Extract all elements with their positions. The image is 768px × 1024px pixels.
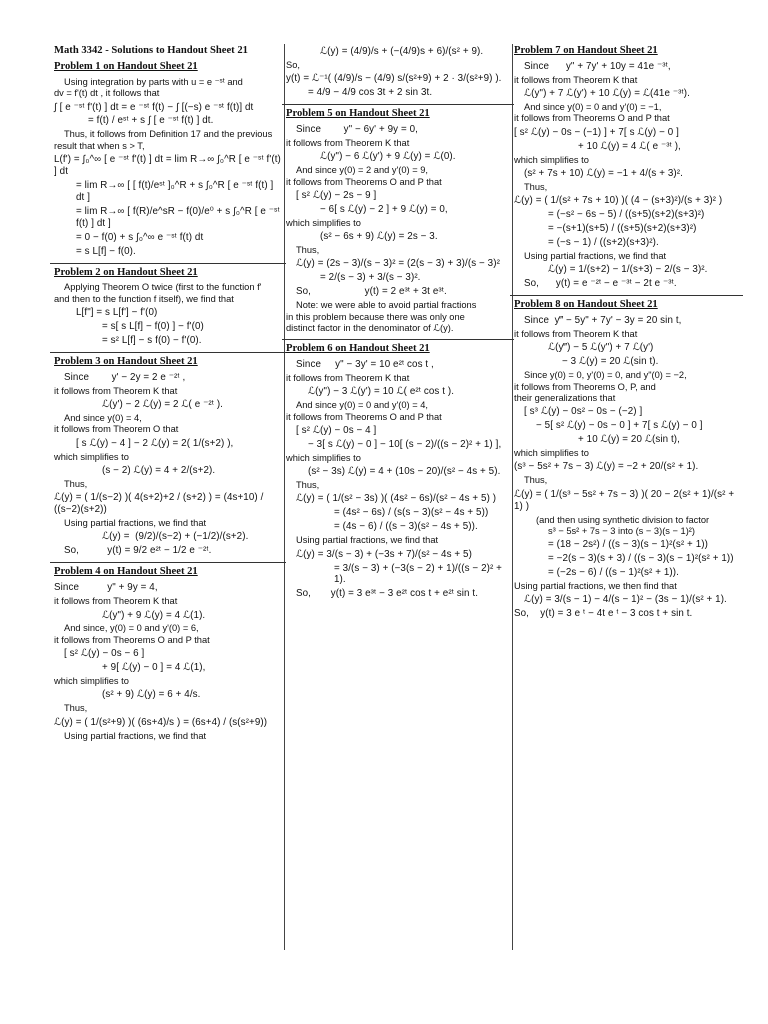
text-line: Thus, xyxy=(296,480,320,491)
math-line: = s² L[f] − s f(0) − f'(0). xyxy=(102,334,202,346)
solution-section xyxy=(54,562,283,742)
text-line: Thus, it follows from Definition 17 and the previous xyxy=(64,129,273,140)
text-line: Thus, xyxy=(296,245,320,256)
problem-heading: Problem 3 on Handout Sheet 21 xyxy=(54,355,198,367)
math-line: ℒ(y‴) − 5 ℒ(y") + 7 ℒ(y') xyxy=(548,342,654,354)
text-line: Using integration by parts with u = e ⁻ˢᵗ and xyxy=(64,76,243,87)
text-line: which simplifies to xyxy=(514,448,589,459)
solution-section xyxy=(286,46,511,99)
solution-section xyxy=(514,295,740,620)
text-line: Using partial fractions, we then find that xyxy=(514,581,677,591)
math-line: = (−s² − 6s − 5) / ((s+5)(s+2)(s+3)²) xyxy=(548,209,705,221)
text-line: it follows from Theorems O and P that xyxy=(54,634,210,645)
text-line: it follows from Theorem K that xyxy=(54,385,178,396)
math-line: (s² + 7s + 10) ℒ(y) = −1 + 4/(s + 3)². xyxy=(524,167,683,179)
math-line: = (−s − 1) / ((s+2)(s+3)²). xyxy=(548,237,659,249)
text-line: it follows from Theorems O, P, and xyxy=(514,381,656,392)
column-3 xyxy=(514,44,740,622)
text-line: which simplifies to xyxy=(514,154,589,165)
section-divider xyxy=(50,562,286,563)
math-line: So, y(t) = e ⁻²ᵗ − e ⁻³ᵗ − 2t e ⁻³ᵗ. xyxy=(524,278,677,290)
math-line: − 3 ℒ(y) = 20 ℒ(sin t). xyxy=(562,356,659,368)
math-line: ℒ(y") − 6 ℒ(y') + 9 ℒ(y) = ℒ(0). xyxy=(320,151,456,163)
math-line: = lim R→∞ [ f(R)/e^sR − f(0)/e⁰ + s ∫₀^R [ e ⁻ˢᵗ f(t) ] dt ] xyxy=(76,205,283,229)
text-line: Using partial fractions, we find that xyxy=(64,730,207,741)
math-line: Since y" − 6y' + 9y = 0, xyxy=(296,124,418,136)
solution-section xyxy=(54,61,283,258)
math-line: + 10 ℒ(y) = 20 ℒ(sin t), xyxy=(578,434,680,446)
math-line: Since y" + 9y = 4, xyxy=(54,582,158,594)
text-line: Thus, xyxy=(524,475,548,486)
text-line: And since y(0) = 2 and y'(0) = 9, xyxy=(296,165,428,176)
math-line: = s L[f] − f(0). xyxy=(76,245,136,257)
math-line: ℒ(y) = (4/9)/s + (−(4/9)s + 6)/(s² + 9). xyxy=(320,46,484,57)
math-line: = 0 − f(0) + s ∫₀^∞ e ⁻ˢᵗ f(t) dt xyxy=(76,231,204,243)
text-line: it follows from Theorems O and P that xyxy=(286,411,442,422)
problem-heading: Problem 5 on Handout Sheet 21 xyxy=(286,108,430,120)
solution-section xyxy=(54,263,283,347)
math-line: ℒ(y) = 1/(s+2) − 1/(s+3) − 2/(s − 3)². xyxy=(548,264,708,276)
math-line: = −2(s − 3)(s + 3) / ((s − 3)(s − 1)²(s² + 1)) xyxy=(548,553,734,565)
section-divider xyxy=(282,104,514,105)
section-divider xyxy=(50,352,286,353)
math-line: ∫ [ e ⁻ˢᵗ f'(t) ] dt = e ⁻ˢᵗ f(t) − ∫ [(−s) e ⁻ˢᵗ f(t)] dt xyxy=(54,101,254,113)
text-line: it follows from Theorem K that xyxy=(514,74,638,85)
math-line: = s[ s L[f] − f(0) ] − f'(0) xyxy=(102,321,204,333)
text-line: Thus, xyxy=(64,703,88,714)
math-line: = (18 − 2s²) / ((s − 3)(s − 1)²(s² + 1)) xyxy=(548,539,708,551)
column-2 xyxy=(286,44,511,602)
text-line: it follows from Theorem K that xyxy=(286,138,410,148)
text-line: And since y(0) = 4, xyxy=(64,413,142,424)
math-line: ℒ(y) = (9/2)/(s−2) + (−1/2)/(s+2). xyxy=(102,531,249,543)
text-line: Thus, xyxy=(524,181,548,192)
math-line: y(t) = ℒ⁻¹( (4/9)/s − (4/9) s/(s²+9) + 2 · 3/(s²+9) ). xyxy=(286,73,502,85)
column-1 xyxy=(54,44,283,742)
math-line: ℒ(y') − 2 ℒ(y) = 2 ℒ( e ⁻²ᵗ ). xyxy=(102,399,224,411)
text-line: which simplifies to xyxy=(286,452,361,463)
text-line: their generalizations that xyxy=(514,392,616,403)
math-line: ℒ(y) = ( 1/(s³ − 5s² + 7s − 3) )( 20 − 2(s² + 1)/(s² + 1) ) xyxy=(514,488,737,512)
problem-heading: Problem 4 on Handout Sheet 21 xyxy=(54,566,198,578)
math-line: Since y' − 2y = 2 e ⁻²ᵗ , xyxy=(64,371,186,383)
section-divider xyxy=(50,263,286,264)
document-title: Math 3342 - Solutions to Handout Sheet 21 xyxy=(54,45,248,56)
math-line: [ s² ℒ(y) − 0s − (−1) ] + 7[ s ℒ(y) − 0 ] xyxy=(514,126,679,138)
text-line: it follows from Theorem K that xyxy=(514,329,638,340)
math-line: ℒ(y) = ( 1/(s²+9) )( (6s+4)/s ) = (6s+4) / (s(s²+9)) xyxy=(54,716,268,728)
text-line: (and then using synthetic division to factor xyxy=(536,514,710,525)
text-line: Using partial fractions, we find that xyxy=(296,535,439,546)
text-line: it follows from Theorem K that xyxy=(54,596,178,607)
text-line: it follows from Theorems O and P that xyxy=(286,176,442,187)
text-line: which simplifies to xyxy=(54,451,129,462)
math-line: (s² − 3s) ℒ(y) = 4 + (10s − 20)/(s² − 4s + 5). xyxy=(308,466,501,478)
text-line: distinct factor in the denominator of ℒ(y). xyxy=(286,322,454,333)
text-line: And since y(0) = 0 and y'(0) = −1, xyxy=(524,102,662,113)
math-line: − 3[ s ℒ(y) − 0 ] − 10[ (s − 2)/((s − 2)² + 1) ], xyxy=(308,438,502,450)
math-line: So, y(t) = 3 e³ᵗ − 3 e²ᵗ cos t + e²ᵗ sin t. xyxy=(296,588,479,600)
math-line: ℒ(y) = ( 1/(s² − 3s) )( (4s² − 6s)/(s² − 4s + 5) ) xyxy=(296,493,497,505)
problem-heading: Problem 7 on Handout Sheet 21 xyxy=(514,45,658,56)
problem-heading: Problem 1 on Handout Sheet 21 xyxy=(54,60,198,72)
math-line: = (4s − 6) / ((s − 3)(s² − 4s + 5)). xyxy=(334,521,478,533)
math-line: ℒ(y") + 7 ℒ(y') + 10 ℒ(y) = ℒ(41e ⁻³ᵗ). xyxy=(524,88,690,100)
section-divider xyxy=(282,339,514,340)
math-line: + 10 ℒ(y) = 4 ℒ( e ⁻³ᵗ ), xyxy=(578,140,681,152)
math-line: (s³ − 5s² + 7s − 3) ℒ(y) = −2 + 20/(s² + 1). xyxy=(514,461,699,473)
solution-section xyxy=(286,339,511,600)
math-line: = (4s² − 6s) / (s(s − 3)(s² − 4s + 5)) xyxy=(334,507,489,519)
math-line: = (−2s − 6) / ((s − 1)²(s² + 1)). xyxy=(548,567,679,579)
problem-heading: Problem 8 on Handout Sheet 21 xyxy=(514,299,658,311)
text-line: And since, y(0) = 0 and y'(0) = 6, xyxy=(64,623,199,634)
text-line: Since y(0) = 0, y'(0) = 0, and y"(0) = −2, xyxy=(524,370,687,381)
math-line: L(f') = ∫₀^∞ [ e ⁻ˢᵗ f'(t) ] dt = lim R→∞ ∫₀^R [ e ⁻ˢᵗ f'(t) ] dt xyxy=(54,154,284,177)
math-line: ℒ(y") + 9 ℒ(y) = 4 ℒ(1). xyxy=(102,609,206,621)
math-line: Since y‴ − 5y" + 7y' − 3y = 20 sin t, xyxy=(524,315,682,327)
math-line: = lim R→∞ [ [ f(t)/eˢᵗ ]₀^R + s ∫₀^R [ e ⁻ˢᵗ f(t) ] dt ] xyxy=(76,179,277,203)
math-line: So, y(t) = 2 e³ᵗ + 3t e³ᵗ. xyxy=(296,286,447,298)
math-line: So, y(t) = 3 e ᵗ − 4t e ᵗ − 3 cos t + sin t. xyxy=(514,608,693,620)
math-line: ℒ(y) = 3/(s − 1) − 4/(s − 1)² − (3s − 1)/(s² + 1). xyxy=(524,594,727,606)
text-line: Using partial fractions, we find that xyxy=(64,518,207,529)
text-line: result that when s > T, xyxy=(54,140,145,151)
problem-heading: Problem 2 on Handout Sheet 21 xyxy=(54,266,198,278)
text-line: which simplifies to xyxy=(286,217,361,228)
math-line: = f(t) / eˢᵗ + s ∫ [ e ⁻ˢᵗ f(t) ] dt. xyxy=(88,115,214,127)
problem-heading: Problem 6 on Handout Sheet 21 xyxy=(286,343,430,355)
text-line: And since y(0) = 0 and y'(0) = 4, xyxy=(296,400,428,411)
text-line: which simplifies to xyxy=(54,675,129,686)
text-line: in this problem because there was only one xyxy=(286,311,465,322)
math-line: ℒ(y) = (2s − 3)/(s − 3)² = (2(s − 3) + 3)/(s − 3)² xyxy=(296,258,500,270)
math-line: ℒ(y") − 3 ℒ(y') = 10 ℒ( e²ᵗ cos t ). xyxy=(308,386,455,398)
text-line: and then to the function f itself), we find that xyxy=(54,293,234,304)
math-line: [ s² ℒ(y) − 0s − 6 ] xyxy=(64,648,145,660)
text-line: it follows from Theorem K that xyxy=(286,373,410,384)
math-line: − 5[ s² ℒ(y) − 0s − 0 ] + 7[ s ℒ(y) − 0 ] xyxy=(536,420,703,432)
math-line: [ s² ℒ(y) − 0s − 4 ] xyxy=(296,424,377,436)
math-line: (s² + 9) ℒ(y) = 6 + 4/s. xyxy=(102,689,201,701)
solution-section xyxy=(54,352,283,557)
text-line: Note: we were able to avoid partial fractions xyxy=(296,300,477,311)
text-line: Applying Theorem O twice (first to the function f' xyxy=(64,282,262,293)
section-divider xyxy=(510,295,743,296)
solution-section xyxy=(286,104,511,334)
math-line: + 9[ ℒ(y) − 0 ] = 4 ℒ(1), xyxy=(102,662,206,674)
math-line: [ s ℒ(y) − 4 ] − 2 ℒ(y) = 2( 1/(s+2) ), xyxy=(76,437,234,449)
math-line: (s − 2) ℒ(y) = 4 + 2/(s+2). xyxy=(102,464,216,476)
math-line: ℒ(y) = ( 1/(s−2) )( 4(s+2)+2 / (s+2) ) = (4s+10) / ((s−2)(s+2)) xyxy=(54,492,267,516)
math-line: ℒ(y) = 3/(s − 3) + (−3s + 7)/(s² − 4s + 5) xyxy=(296,548,472,560)
math-line: Since y" − 3y' = 10 e²ᵗ cos t , xyxy=(296,359,434,371)
math-line: = −(s+1)(s+5) / ((s+5)(s+2)(s+3)²) xyxy=(548,223,697,235)
math-line: = 4/9 − 4/9 cos 3t + 2 sin 3t. xyxy=(308,87,433,99)
math-line: Since y" + 7y' + 10y = 41e ⁻³ᵗ, xyxy=(524,60,671,72)
column-divider-1 xyxy=(284,44,285,950)
text-line: dv = f'(t) dt , it follows that xyxy=(54,88,160,99)
math-line: [ s² ℒ(y) − 2s − 9 ] xyxy=(296,189,377,201)
text-line: So, xyxy=(286,59,300,70)
solution-section xyxy=(514,45,740,290)
math-line: ℒ(y) = ( 1/(s² + 7s + 10) )( (4 − (s+3)²)/(s + 3)² ) xyxy=(514,195,723,207)
math-line: L[f"] = s L[f'] − f'(0) xyxy=(76,307,158,319)
text-line: it follows from Theorem O that xyxy=(54,424,179,435)
text-line: it follows from Theorems O and P that xyxy=(514,113,670,124)
math-line: − 6[ s ℒ(y) − 2 ] + 9 ℒ(y) = 0, xyxy=(320,203,448,215)
text-line: Thus, xyxy=(64,478,88,489)
math-line: So, y(t) = 9/2 e²ᵗ − 1/2 e ⁻²ᵗ. xyxy=(64,545,212,557)
math-line: [ s³ ℒ(y) − 0s² − 0s − (−2) ] xyxy=(524,406,643,418)
text-line: s³ − 5s² + 7s − 3 into (s − 3)(s − 1)²) xyxy=(548,525,695,536)
text-line: Using partial fractions, we find that xyxy=(524,251,667,261)
math-line: = 2/(s − 3) + 3/(s − 3)². xyxy=(320,272,421,284)
math-line: (s² − 6s + 9) ℒ(y) = 2s − 3. xyxy=(320,231,438,243)
math-line: = 3/(s − 3) + (−3(s − 2) + 1)/((s − 2)² + 1). xyxy=(334,562,505,586)
column-divider-2 xyxy=(512,44,513,950)
